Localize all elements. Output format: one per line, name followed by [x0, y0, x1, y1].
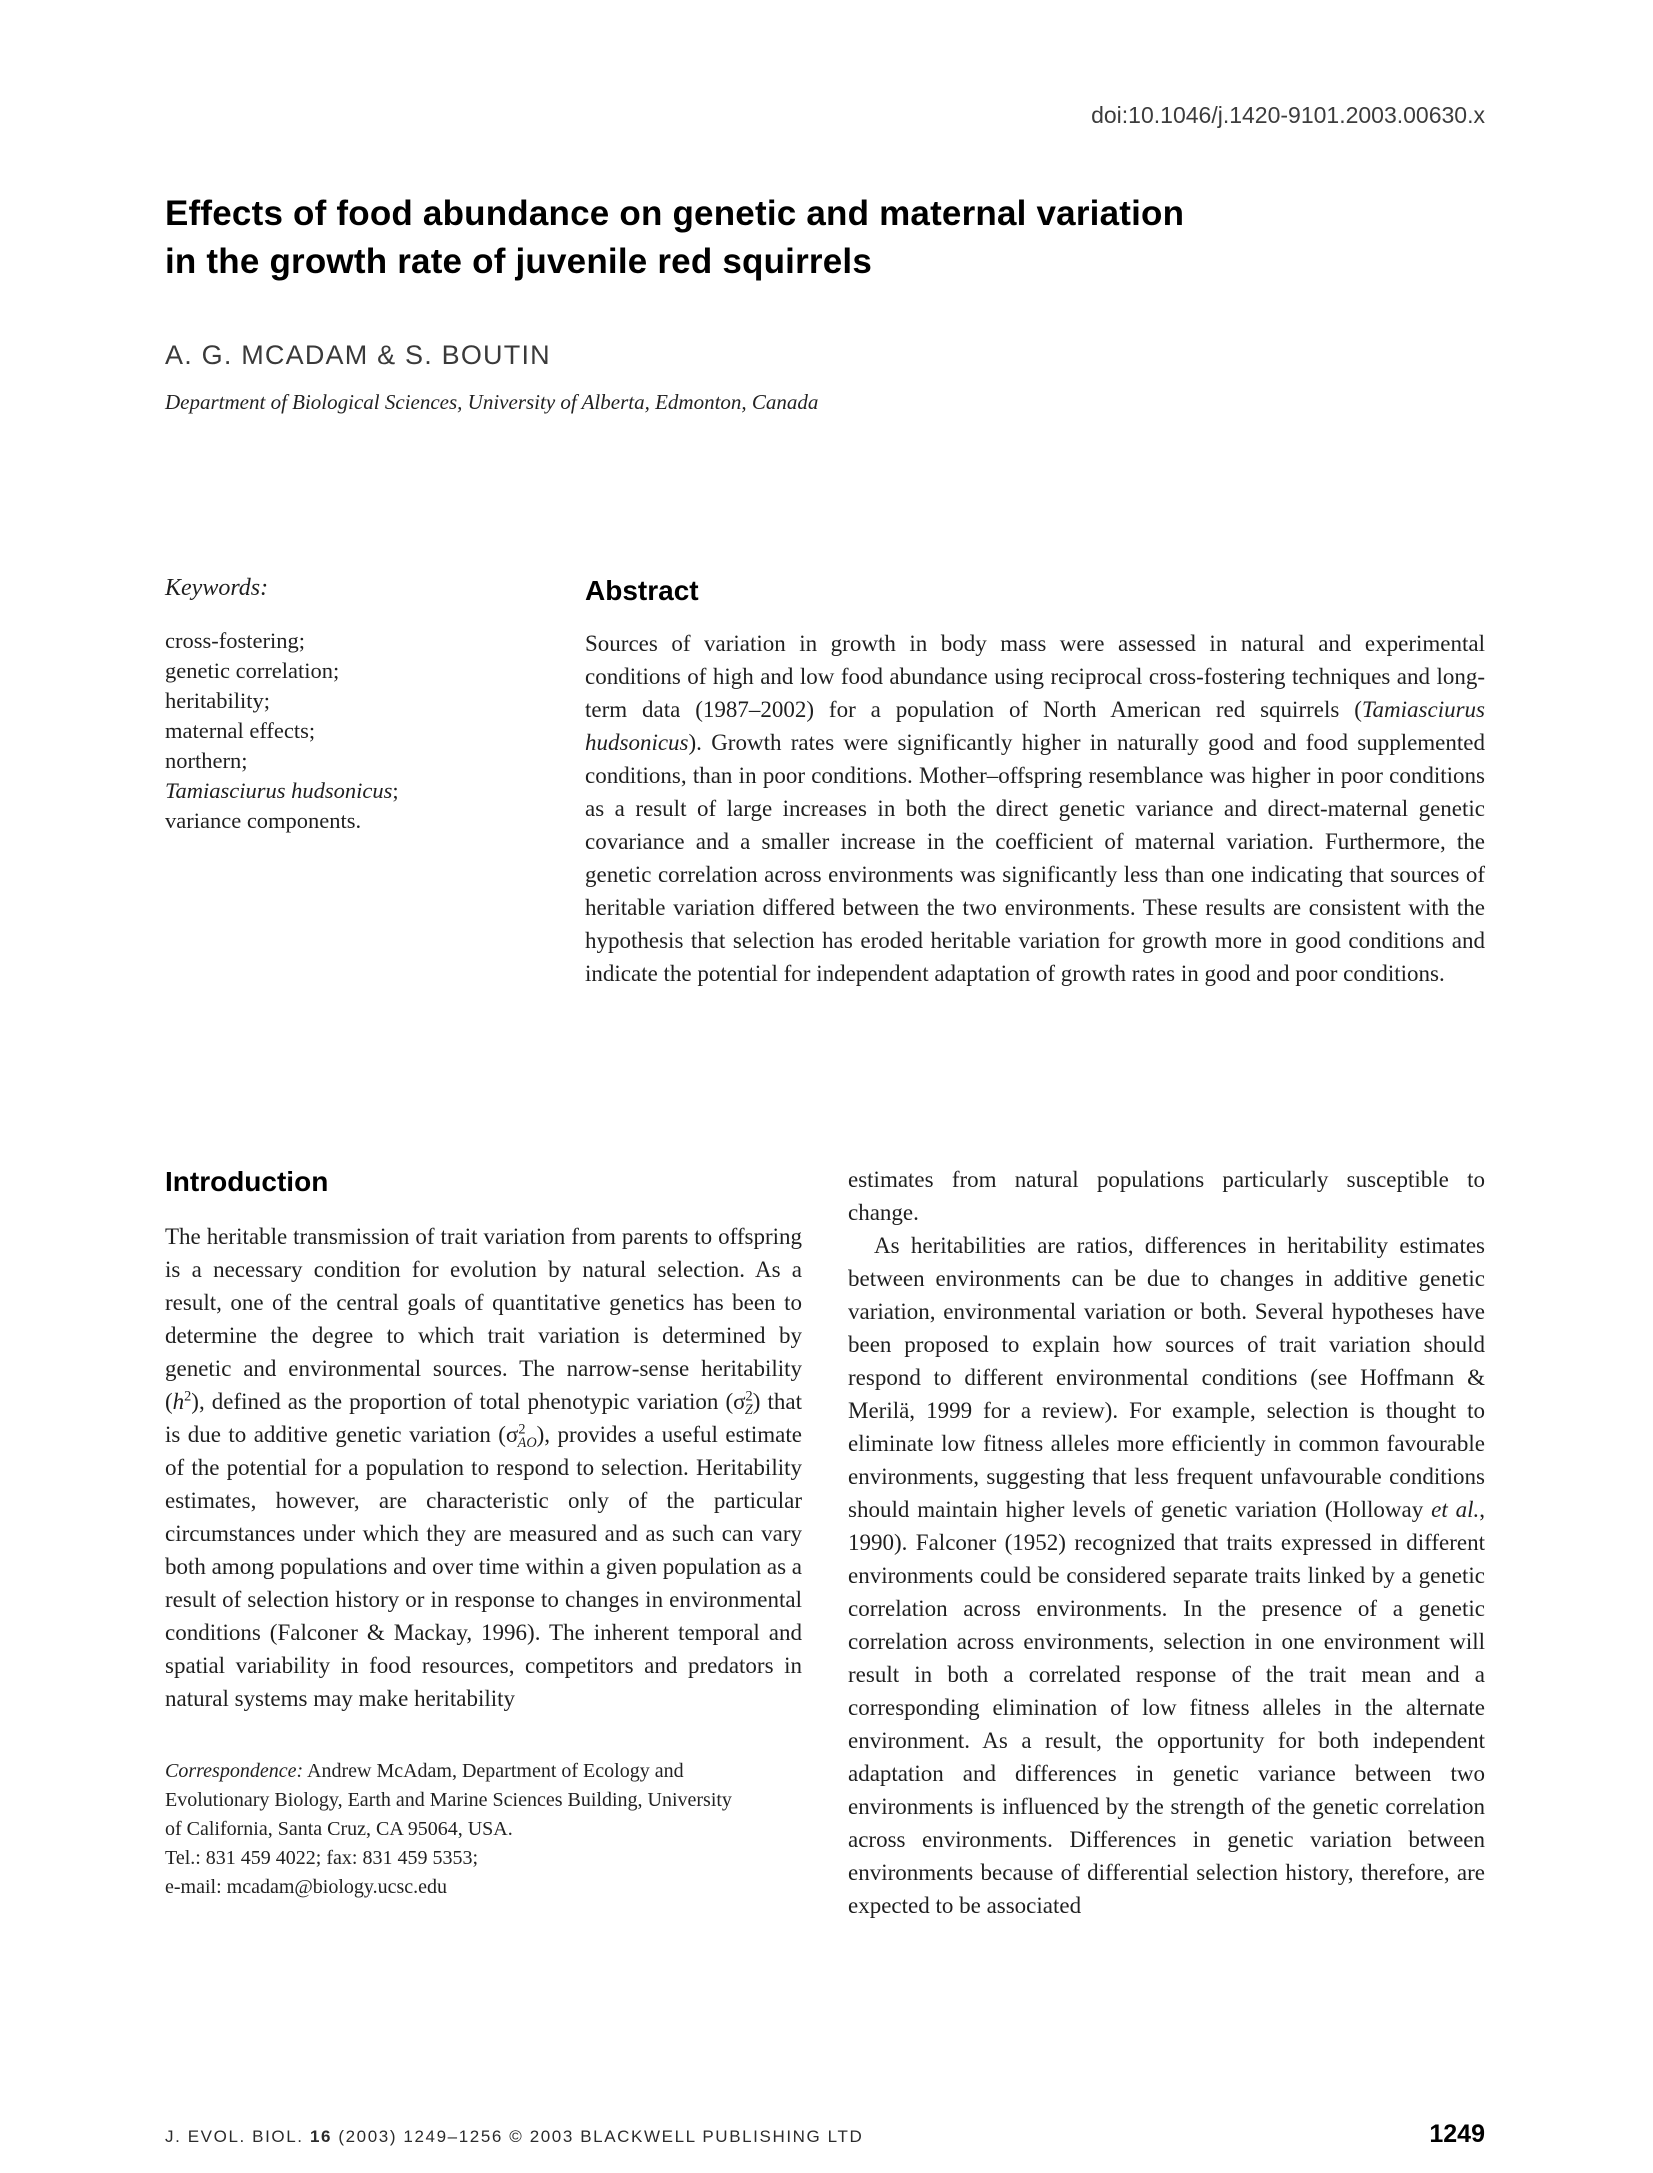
abstract-column	[585, 575, 1485, 990]
doi-text: doi:10.1046/j.1420-9101.2003.00630.x	[1091, 102, 1485, 128]
keywords-block	[165, 575, 585, 990]
keyword-item: heritability;	[165, 688, 270, 713]
keywords-label: Keywords:	[165, 575, 269, 601]
abstract-section	[165, 575, 1485, 990]
abstract-body: Sources of variation in growth in body mass were assessed in natural and experimental conditions of high and low food abundance using reciprocal cross-fostering techniques and long-term data (1987–2002) for a population of North American red squirrels (Tamiasciurus hudsonicus). Growth rates were significantly higher in naturally good and food supplemented conditions, than in poor conditions. Mother–offspring resemblance was higher in poor conditions as a result of large increases in both the direct genetic variance and direct-maternal genetic covariance and a smaller increase in the coefficient of maternal variation. Furthermore, the genetic correlation across environments was significantly less than one indicating that sources of heritable variation differed between the two environments. These results are consistent with the hypothesis that selection has eroded heritable variation for growth more in good conditions and indicate the potential for independent adaptation of growth rates in good and poor conditions.	[585, 631, 1485, 986]
affiliation: Department of Biological Sciences, University of Alberta, Edmonton, Canada	[165, 390, 819, 414]
two-column-body	[165, 1158, 1485, 1922]
body-paragraph: estimates from natural populations particularly susceptible to change.	[848, 1167, 1485, 1225]
page-footer	[165, 2120, 1485, 2149]
paper-title	[165, 190, 1265, 286]
keyword-item: Tamiasciurus hudsonicus;	[165, 778, 399, 803]
introduction-heading: Introduction	[165, 1166, 329, 1197]
correspondence-phone: Tel.: 831 459 4022; fax: 831 459 5353;	[165, 1847, 479, 1869]
right-column	[848, 1158, 1485, 1922]
correspondence-address: Correspondence: Andrew McAdam, Department of Ecology and Evolutionary Biology, Earth and Marine Sciences Building, University of California, Santa Cruz, CA 95064, USA.	[165, 1760, 732, 1840]
left-column	[165, 1158, 802, 1922]
correspondence-block	[165, 1757, 745, 1902]
body-paragraph: As heritabilities are ratios, differences in heritability estimates between environments can be due to changes in additive genetic variation, environmental variation or both. Several hypotheses have been proposed to explain how sources of trait variation should respond to different environmental conditions (see Hoffmann & Merilä, 1999 for a review). For example, selection is thought to eliminate low fitness alleles more efficiently in common favourable environments, suggesting that less frequent unfavourable conditions should maintain higher levels of genetic variation (Holloway et al., 1990). Falconer (1952) recognized that traits expressed in different environments could be considered separate traits linked by a genetic correlation across environments. In the presence of a genetic correlation across environments, selection in one environment will result in both a correlated response of the trait mean and a corresponding elimination of low fitness alleles in the alternate environment. As a result, the opportunity for both independent adaptation and differences in genetic variance between two environments is influenced by the strength of the genetic correlation across environments. Differences in genetic variation between environments because of differential selection history, therefore, are expected to be associated	[848, 1233, 1485, 1918]
footer-journal-info: J. EVOL. BIOL. 16 (2003) 1249–1256 © 2003 BLACKWELL PUBLISHING LTD	[165, 2127, 864, 2146]
paper-title-line2: in the growth rate of juvenile red squirrels	[165, 242, 872, 281]
keyword-item: genetic correlation;	[165, 658, 340, 683]
introduction-paragraph: The heritable transmission of trait variation from parents to offspring is a necessary condition for evolution by natural selection. As a result, one of the central goals of quantitative genetics has been to determine the degree to which trait variation is determined by genetic and environmental sources. The narrow-sense heritability $(h^2)$, defined as the proportion of total phenotypic variation $(\sigma^2_Z)$ that is due to additive genetic variation $(\sigma^2_{AO})$, provides a useful estimate of the potential for a population to respond to selection. Heritability estimates, however, are characteristic only of the particular circumstances under which they are measured and as such can vary both among populations and over time within a given population as a result of selection history or in response to changes in environmental conditions (Falconer & Mackay, 1996). The inherent temporal and spatial variability in food resources, competitors and predators in natural systems may make heritability	[165, 1224, 802, 1711]
authors: A. G. MCADAM & S. BOUTIN	[165, 340, 551, 370]
correspondence-email: e-mail: mcadam@biology.ucsc.edu	[165, 1876, 448, 1898]
keyword-item: variance components.	[165, 808, 362, 833]
keyword-item: cross-fostering;	[165, 628, 305, 653]
abstract-heading: Abstract	[585, 575, 699, 606]
keyword-item: maternal effects;	[165, 718, 316, 743]
keyword-item: northern;	[165, 748, 248, 773]
footer-page-number: 1249	[1429, 2120, 1485, 2148]
paper-title-line1: Effects of food abundance on genetic and maternal variation	[165, 194, 1185, 233]
